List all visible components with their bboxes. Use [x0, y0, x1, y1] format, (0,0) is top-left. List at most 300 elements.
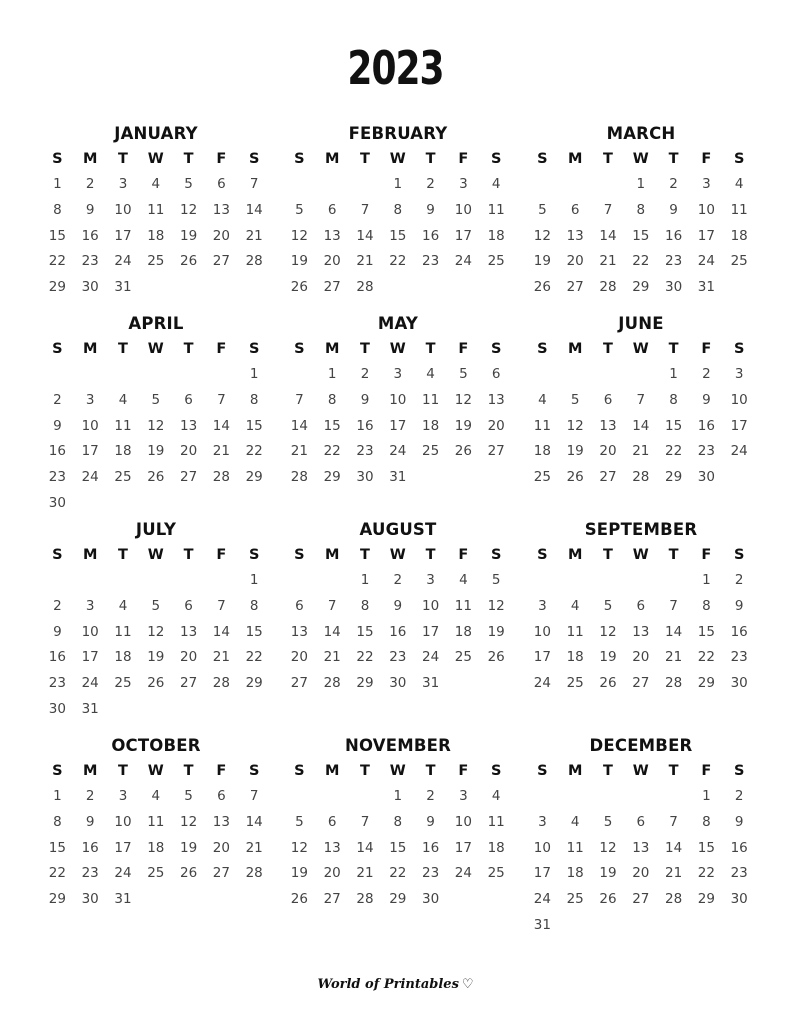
day-cell: 5	[459, 366, 468, 382]
day-cell: 13	[179, 623, 198, 640]
day-cell: 8	[249, 597, 259, 614]
day-cell: 26	[179, 865, 198, 882]
day-cell: 24	[421, 649, 440, 666]
month-name: JULY	[135, 520, 177, 539]
day-cell: 15	[389, 839, 407, 856]
day-cell: 23	[48, 469, 66, 486]
day-cell: 5	[184, 176, 193, 192]
empty-day-cell	[316, 784, 349, 810]
day-cell: 9	[85, 201, 95, 218]
empty-day-cell	[592, 172, 625, 198]
weekday-label: S	[248, 341, 260, 357]
empty-day-cell	[107, 362, 140, 388]
day-cell: 2	[669, 176, 678, 192]
month-name: NOVEMBER	[344, 736, 451, 755]
weekday-label: S	[490, 763, 502, 779]
month-grid	[526, 144, 756, 301]
day-cell: 23	[697, 443, 715, 460]
weekday-label: T	[425, 547, 436, 563]
day-cell: 25	[566, 675, 584, 692]
weekday-label: T	[118, 151, 128, 167]
month-grid	[283, 756, 513, 913]
day-cell: 9	[393, 597, 403, 614]
day-cell: 8	[669, 391, 678, 408]
day-cell: 1	[636, 176, 646, 192]
day-cell: 20	[179, 443, 198, 460]
day-cell: 22	[664, 443, 683, 460]
day-cell: 8	[393, 201, 403, 218]
day-cell: 17	[730, 417, 748, 434]
day-cell: 27	[290, 675, 308, 692]
empty-day-cell	[526, 568, 559, 594]
day-cell: 6	[217, 788, 226, 804]
day-cell: 12	[290, 227, 308, 244]
day-cell: 20	[632, 649, 650, 666]
day-cell: 12	[290, 839, 308, 856]
day-cell: 29	[356, 675, 374, 692]
weekday-label: M	[324, 547, 340, 563]
day-cell: 4	[570, 597, 580, 614]
day-cell: 4	[538, 391, 547, 408]
weekday-label: S	[490, 341, 502, 357]
empty-day-cell	[139, 568, 172, 594]
day-cell: 28	[245, 253, 263, 270]
day-cell: 12	[599, 623, 617, 640]
day-cell: 3	[702, 176, 711, 192]
month-name: DECEMBER	[589, 736, 693, 755]
weekday-label: W	[147, 763, 164, 779]
month-grid	[526, 756, 756, 939]
day-cell: 16	[730, 623, 748, 640]
empty-day-cell	[41, 568, 74, 594]
day-cell: 3	[393, 366, 403, 382]
day-cell: 15	[697, 839, 715, 856]
day-cell: 6	[570, 201, 580, 218]
day-cell: 14	[632, 417, 650, 434]
day-cell: 18	[114, 649, 132, 666]
day-cell: 13	[323, 839, 341, 856]
day-cell: 13	[212, 201, 230, 218]
month-grid	[526, 334, 756, 491]
day-cell: 9	[426, 813, 435, 830]
day-cell: 23	[389, 649, 407, 666]
day-cell: 17	[389, 417, 407, 434]
weekday-label: T	[425, 151, 436, 167]
day-cell: 25	[147, 865, 165, 882]
day-cell: 9	[85, 813, 95, 830]
day-cell: 9	[426, 201, 435, 218]
weekday-label: T	[183, 151, 194, 167]
day-cell: 14	[212, 417, 230, 434]
empty-day-cell	[526, 172, 559, 198]
day-cell: 17	[697, 227, 715, 244]
day-cell: 6	[491, 366, 501, 382]
day-cell: 3	[538, 597, 547, 614]
weekday-label: T	[183, 547, 194, 563]
weekday-label: W	[389, 151, 406, 167]
day-cell: 13	[290, 623, 308, 640]
day-cell: 11	[566, 839, 584, 856]
day-cell: 1	[393, 788, 403, 804]
day-cell: 29	[632, 279, 650, 296]
month-name: JANUARY	[114, 124, 198, 143]
weekday-label: M	[324, 763, 340, 779]
day-cell: 24	[81, 469, 99, 486]
month-december	[526, 736, 756, 939]
day-cell: 11	[487, 201, 505, 218]
day-cell: 22	[245, 649, 263, 666]
day-cell: 28	[664, 891, 683, 908]
day-cell: 1	[702, 572, 711, 588]
weekday-label: S	[52, 547, 63, 563]
weekday-label: W	[389, 547, 406, 563]
day-cell: 8	[327, 391, 337, 408]
day-cell: 8	[249, 391, 259, 408]
day-cell: 15	[389, 227, 407, 244]
day-cell: 9	[702, 391, 711, 408]
month-name: MAY	[377, 314, 419, 333]
day-cell: 20	[323, 865, 341, 882]
day-cell: 22	[245, 443, 263, 460]
day-cell: 21	[356, 865, 374, 882]
day-cell: 11	[566, 623, 584, 640]
day-cell: 5	[184, 788, 193, 804]
day-cell: 7	[603, 201, 613, 218]
month-august	[283, 520, 513, 697]
day-cell: 16	[81, 227, 99, 244]
day-cell: 14	[664, 839, 683, 856]
weekday-label: W	[147, 151, 164, 167]
day-cell: 21	[212, 443, 230, 460]
day-cell: 13	[487, 391, 505, 408]
empty-day-cell	[349, 784, 382, 810]
empty-day-cell	[349, 172, 382, 198]
day-cell: 12	[147, 417, 165, 434]
day-cell: 15	[245, 417, 263, 434]
day-cell: 19	[179, 839, 198, 856]
day-cell: 20	[323, 253, 341, 270]
empty-day-cell	[559, 784, 592, 810]
empty-day-cell	[624, 784, 657, 810]
weekday-label: S	[490, 151, 502, 167]
day-cell: 2	[426, 788, 435, 804]
day-cell: 30	[48, 700, 66, 717]
day-cell: 21	[599, 253, 617, 270]
weekday-label: S	[733, 151, 745, 167]
day-cell: 1	[393, 176, 403, 192]
day-cell: 18	[533, 443, 551, 460]
day-cell: 17	[114, 839, 132, 856]
day-cell: 6	[636, 813, 646, 830]
day-cell: 31	[389, 469, 407, 486]
empty-day-cell	[592, 362, 625, 388]
day-cell: 30	[730, 891, 748, 908]
day-cell: 24	[533, 675, 551, 692]
day-cell: 18	[487, 839, 505, 856]
day-cell: 6	[295, 597, 304, 614]
day-cell: 16	[664, 227, 683, 244]
empty-day-cell	[526, 784, 559, 810]
empty-day-cell	[283, 172, 316, 198]
day-cell: 24	[730, 443, 748, 460]
weekday-label: M	[567, 763, 583, 779]
day-cell: 16	[421, 227, 440, 244]
day-cell: 22	[697, 649, 715, 666]
day-cell: 12	[487, 597, 505, 614]
day-cell: 13	[323, 227, 341, 244]
weekday-label: T	[668, 151, 679, 167]
month-november	[283, 736, 513, 913]
day-cell: 31	[114, 891, 132, 908]
day-cell: 19	[290, 865, 308, 882]
day-cell: 26	[599, 675, 617, 692]
month-name: OCTOBER	[111, 736, 201, 755]
weekday-label: T	[668, 341, 679, 357]
day-cell: 10	[697, 201, 715, 218]
day-cell: 22	[323, 443, 341, 460]
day-cell: 31	[421, 675, 440, 692]
weekday-label: F	[458, 763, 469, 779]
day-cell: 28	[664, 675, 683, 692]
day-cell: 26	[533, 279, 551, 296]
day-cell: 19	[533, 253, 551, 270]
weekday-label: F	[216, 763, 227, 779]
day-cell: 6	[184, 391, 193, 408]
day-cell: 2	[53, 391, 62, 408]
weekday-label: S	[248, 151, 260, 167]
weekday-label: W	[389, 341, 406, 357]
day-cell: 21	[632, 443, 650, 460]
weekday-label: F	[458, 341, 469, 357]
day-cell: 20	[632, 865, 650, 882]
day-cell: 18	[566, 865, 584, 882]
day-cell: 27	[212, 865, 230, 882]
weekday-label: S	[537, 341, 548, 357]
day-cell: 8	[53, 813, 62, 830]
weekday-label: W	[147, 341, 164, 357]
day-cell: 14	[245, 201, 263, 218]
day-cell: 8	[360, 597, 370, 614]
day-cell: 18	[566, 649, 584, 666]
day-cell: 19	[147, 443, 165, 460]
day-cell: 8	[702, 813, 711, 830]
day-cell: 13	[212, 813, 230, 830]
day-cell: 10	[730, 391, 748, 408]
day-cell: 8	[636, 201, 646, 218]
day-cell: 12	[599, 839, 617, 856]
day-cell: 4	[459, 572, 468, 588]
weekday-label: W	[632, 547, 649, 563]
weekday-label: F	[458, 151, 469, 167]
day-cell: 11	[147, 813, 165, 830]
month-september	[526, 520, 756, 697]
day-cell: 19	[599, 865, 617, 882]
month-grid	[41, 756, 271, 913]
day-cell: 27	[323, 891, 341, 908]
day-cell: 18	[147, 227, 165, 244]
day-cell: 4	[118, 391, 128, 408]
day-cell: 6	[636, 597, 646, 614]
weekday-label: F	[216, 547, 227, 563]
day-cell: 25	[114, 675, 132, 692]
empty-day-cell	[624, 362, 657, 388]
weekday-label: M	[82, 763, 98, 779]
day-cell: 31	[697, 279, 715, 296]
day-cell: 29	[245, 469, 263, 486]
day-cell: 1	[53, 176, 62, 192]
day-cell: 20	[599, 443, 617, 460]
day-cell: 25	[421, 443, 440, 460]
day-cell: 11	[114, 417, 132, 434]
weekday-label: S	[52, 341, 63, 357]
empty-day-cell	[74, 362, 107, 388]
weekday-label: S	[294, 341, 305, 357]
day-cell: 5	[295, 813, 304, 830]
day-cell: 22	[356, 649, 374, 666]
day-cell: 7	[669, 813, 678, 830]
day-cell: 3	[85, 391, 95, 408]
weekday-label: S	[294, 151, 305, 167]
day-cell: 15	[323, 417, 341, 434]
day-cell: 16	[697, 417, 715, 434]
day-cell: 25	[533, 469, 551, 486]
weekday-label: T	[603, 151, 613, 167]
day-cell: 31	[533, 916, 551, 933]
weekday-label: F	[701, 341, 712, 357]
weekday-label: F	[216, 341, 227, 357]
weekday-label: S	[52, 151, 63, 167]
day-cell: 19	[454, 417, 472, 434]
day-cell: 5	[538, 201, 547, 218]
day-cell: 15	[697, 623, 715, 640]
day-cell: 26	[290, 279, 308, 296]
day-cell: 2	[360, 366, 370, 382]
day-cell: 29	[664, 469, 683, 486]
day-cell: 7	[249, 788, 259, 804]
month-may	[283, 314, 513, 491]
month-january	[41, 124, 271, 301]
day-cell: 26	[147, 675, 165, 692]
day-cell: 2	[85, 176, 95, 192]
weekday-label: T	[360, 547, 370, 563]
day-cell: 22	[697, 865, 715, 882]
day-cell: 5	[603, 813, 613, 830]
month-october	[41, 736, 271, 913]
day-cell: 27	[566, 279, 584, 296]
day-cell: 16	[730, 839, 748, 856]
weekday-label: T	[118, 763, 128, 779]
day-cell: 27	[179, 675, 198, 692]
day-cell: 22	[389, 253, 407, 270]
day-cell: 28	[245, 865, 263, 882]
day-cell: 23	[730, 649, 748, 666]
day-cell: 24	[114, 253, 132, 270]
day-cell: 22	[48, 865, 66, 882]
empty-day-cell	[526, 362, 559, 388]
day-cell: 24	[389, 443, 407, 460]
day-cell: 2	[734, 788, 744, 804]
day-cell: 3	[459, 176, 468, 192]
day-cell: 22	[389, 865, 407, 882]
weekday-label: S	[294, 763, 305, 779]
weekday-label: T	[603, 547, 613, 563]
month-march	[526, 124, 756, 301]
day-cell: 27	[323, 279, 341, 296]
day-cell: 28	[599, 279, 617, 296]
brand-logo	[0, 977, 791, 992]
day-cell: 13	[632, 623, 650, 640]
month-july	[41, 520, 271, 723]
empty-day-cell	[559, 172, 592, 198]
day-cell: 16	[48, 649, 66, 666]
empty-day-cell	[592, 568, 625, 594]
day-cell: 18	[454, 623, 472, 640]
day-cell: 23	[356, 443, 374, 460]
day-cell: 17	[454, 227, 472, 244]
day-cell: 24	[533, 891, 551, 908]
empty-day-cell	[657, 784, 690, 810]
empty-day-cell	[559, 568, 592, 594]
day-cell: 18	[487, 227, 505, 244]
weekday-label: T	[360, 341, 370, 357]
weekday-label: T	[425, 341, 436, 357]
day-cell: 4	[491, 788, 501, 804]
weekday-label: M	[82, 151, 98, 167]
day-cell: 17	[114, 227, 132, 244]
empty-day-cell	[283, 784, 316, 810]
day-cell: 18	[730, 227, 748, 244]
day-cell: 29	[245, 675, 263, 692]
day-cell: 29	[697, 675, 715, 692]
day-cell: 25	[454, 649, 472, 666]
day-cell: 22	[632, 253, 650, 270]
weekday-label: S	[733, 763, 745, 779]
day-cell: 25	[566, 891, 584, 908]
weekday-label: F	[701, 151, 712, 167]
day-cell: 4	[151, 788, 161, 804]
day-cell: 21	[356, 253, 374, 270]
day-cell: 11	[454, 597, 472, 614]
day-cell: 28	[323, 675, 341, 692]
day-cell: 29	[389, 891, 407, 908]
day-cell: 21	[245, 839, 263, 856]
empty-day-cell	[41, 362, 74, 388]
day-cell: 19	[290, 253, 308, 270]
day-cell: 10	[421, 597, 440, 614]
day-cell: 2	[393, 572, 403, 588]
day-cell: 23	[81, 253, 99, 270]
empty-day-cell	[316, 172, 349, 198]
day-cell: 16	[48, 443, 66, 460]
day-cell: 30	[664, 279, 683, 296]
day-cell: 7	[360, 813, 370, 830]
day-cell: 17	[533, 649, 551, 666]
day-cell: 27	[487, 443, 505, 460]
weekday-label: S	[733, 547, 745, 563]
weekday-label: T	[183, 341, 194, 357]
day-cell: 17	[454, 839, 472, 856]
day-cell: 4	[491, 176, 501, 192]
weekday-label: F	[216, 151, 227, 167]
day-cell: 5	[491, 572, 501, 588]
weekday-label: F	[701, 547, 712, 563]
day-cell: 30	[697, 469, 715, 486]
weekday-label: S	[294, 547, 305, 563]
day-cell: 13	[566, 227, 584, 244]
day-cell: 23	[48, 675, 66, 692]
day-cell: 9	[53, 417, 62, 434]
day-cell: 30	[81, 891, 99, 908]
